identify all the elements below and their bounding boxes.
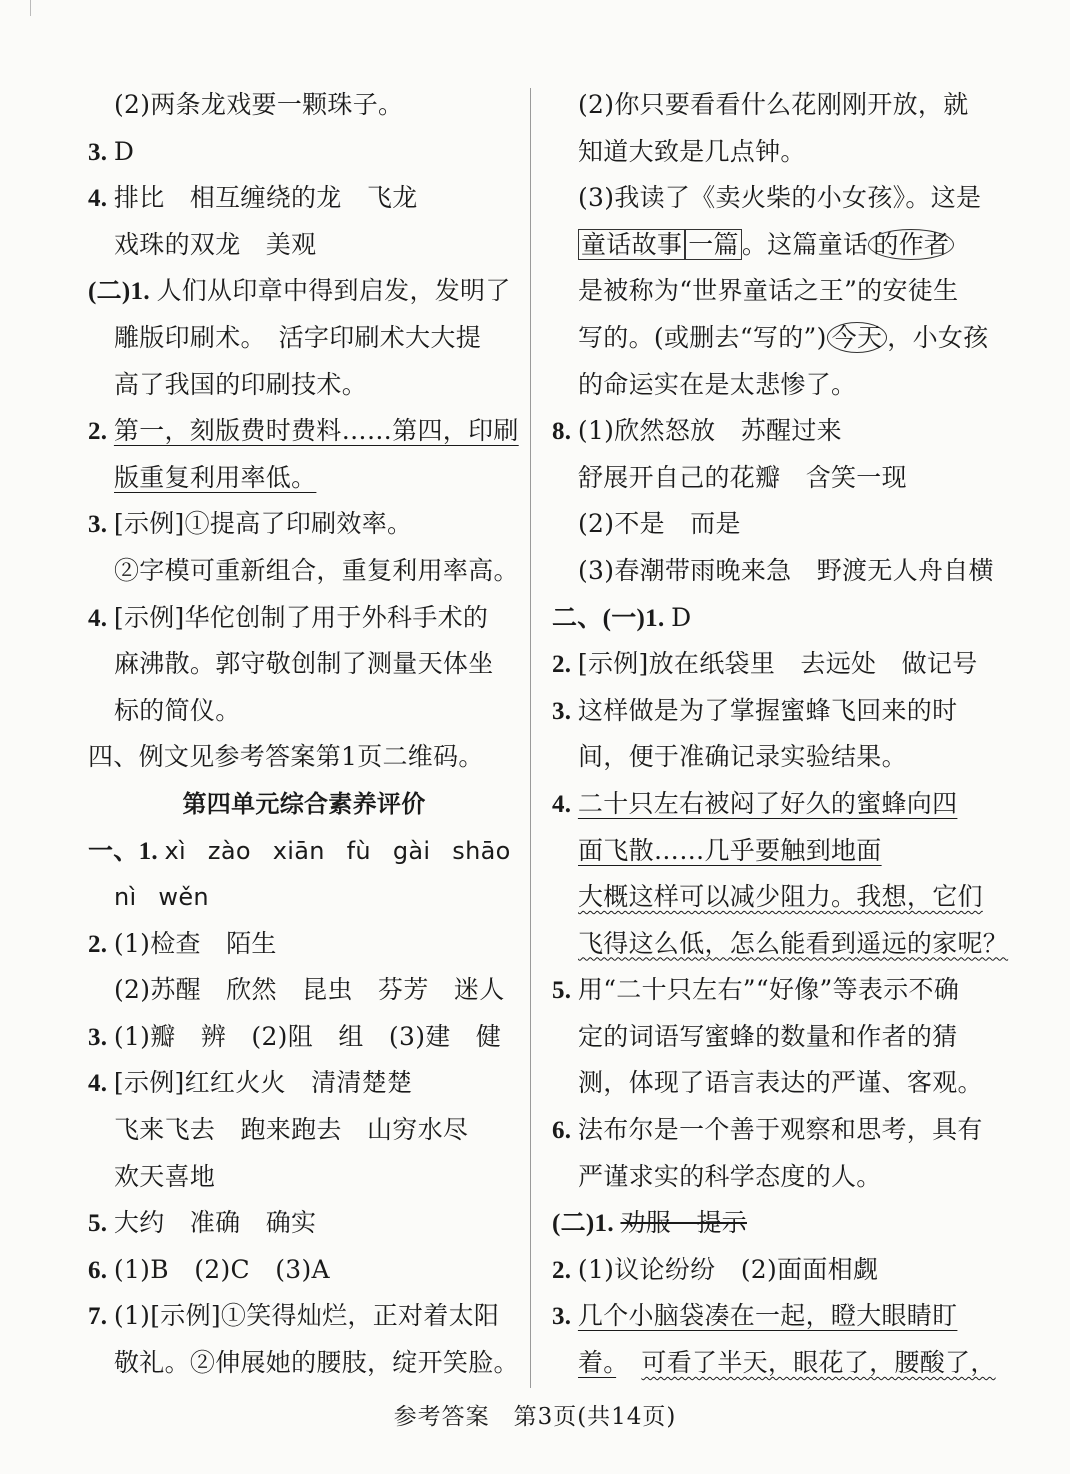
item-number: 2. — [88, 418, 114, 446]
answer-text: (1)B (2)C (3)A — [113, 1254, 330, 1284]
answer-line — [88, 1060, 520, 1107]
item-number: 4. — [552, 790, 578, 818]
section-heading — [88, 781, 520, 828]
answer-text: 写的。(或删去“写的”) — [578, 322, 827, 352]
answer-text: 麻沸散。郭守敬创制了测量天体坐 — [114, 649, 494, 679]
answer-line — [88, 1200, 520, 1247]
answer-line — [552, 362, 982, 409]
page-footer: 参考答案 第3页(共14页) — [393, 1404, 677, 1430]
answer-line — [88, 967, 520, 1014]
corner-mark — [30, 0, 31, 16]
answer-line — [88, 641, 520, 688]
answer-line — [552, 129, 982, 176]
answer-line — [552, 1340, 996, 1387]
marked-text: 飞得这么低，怎么能看到遥远的家呢？ — [578, 928, 1009, 958]
answer-line — [552, 82, 982, 129]
marked-text: 几个小脑袋凑在一起，瞪大眼睛盯 — [577, 1301, 958, 1331]
answer-text: 敬礼。②伸展她的腰肢，绽开笑脸。 — [114, 1348, 519, 1378]
answer-line — [88, 921, 520, 968]
left-column — [88, 82, 520, 1387]
item-number: 3. — [552, 697, 578, 725]
answer-line — [552, 967, 982, 1014]
answer-line — [552, 175, 982, 222]
answer-text: [示例]华佗创制了用于外科手术的 — [113, 602, 489, 632]
answer-text: 法布尔是一个善于观察和思考，具有 — [577, 1115, 983, 1145]
marked-text: 着。 — [578, 1348, 617, 1378]
answer-line — [552, 734, 982, 781]
item-number: 5. — [552, 977, 578, 1005]
answer-text: 严谨求实的科学态度的人。 — [578, 1161, 882, 1191]
answer-line — [88, 1014, 520, 1061]
answer-line — [88, 595, 520, 642]
item-number: 3. — [88, 138, 114, 166]
answer-text: 戏珠的双龙 美观 — [114, 229, 317, 259]
answer-line — [552, 548, 994, 595]
answer-text: D — [113, 136, 135, 166]
answer-text: (2)不是 而是 — [578, 509, 741, 539]
item-number: 4. — [88, 604, 114, 632]
answer-line — [552, 781, 982, 828]
answer-text: (1)瓣 辨 (2)阻 组 (3)建 健 — [113, 1021, 502, 1051]
answer-text: [示例]①提高了印刷效率。 — [113, 509, 413, 539]
answer-line — [552, 455, 982, 502]
marked-text: 今天 — [827, 322, 888, 353]
item-number: 2. — [552, 1256, 578, 1284]
answer-line — [88, 455, 520, 502]
item-number: 7. — [88, 1303, 114, 1331]
answer-text: 舒展开自己的花瓣 含笑一现 — [578, 462, 907, 492]
answer-text: (2)两条龙戏要一颗珠子。 — [114, 90, 404, 119]
answer-text: (1)检查 陌生 — [113, 928, 277, 958]
answer-line — [88, 828, 520, 875]
answer-line — [552, 641, 982, 688]
marked-text: nì wěn — [114, 883, 209, 912]
answer-line — [552, 315, 989, 362]
answer-text: ，小女孩 — [887, 322, 989, 352]
answer-line — [88, 501, 520, 548]
answer-text: 间，便于准确记录实验结果。 — [578, 742, 907, 772]
answer-line — [88, 129, 520, 176]
answer-line — [88, 548, 520, 595]
answer-line — [552, 1154, 982, 1201]
answer-text: 欢天喜地 — [114, 1161, 216, 1191]
answer-line — [552, 1107, 982, 1154]
right-column — [552, 82, 1009, 1387]
answer-text: ②字模可重新组合，重复利用率高。 — [114, 555, 519, 585]
answer-text: 人们从印章中得到启发，发明了 — [156, 276, 511, 306]
item-number: 一、1. — [88, 837, 165, 865]
item-number: (二)1. — [88, 278, 157, 306]
answer-line — [552, 1060, 982, 1107]
answer-line — [88, 82, 520, 129]
answer-text: 。这篇童话 — [741, 229, 869, 259]
marked-text: 面飞散……几乎要触到地面 — [578, 835, 882, 865]
answer-text: 四、例文见参考答案第1页二维码。 — [88, 742, 484, 772]
answer-text: (3)春潮带雨晚来急 野渡无人舟自横 — [578, 555, 994, 585]
item-number: 3. — [552, 1303, 578, 1331]
answer-line — [552, 828, 982, 875]
item-number: 2. — [88, 930, 114, 958]
item-number: 3. — [88, 1023, 114, 1051]
marked-text: xì zào xiān fù gài shāo — [164, 836, 511, 865]
answer-text: (3)我读了《卖火柴的小女孩》。这是 — [578, 183, 982, 213]
answer-line — [552, 595, 982, 642]
answer-text: [示例]红红火火 清清楚楚 — [113, 1068, 413, 1098]
marked-text: 二十只左右被闷了好久的蜜蜂向四 — [577, 788, 958, 818]
marked-text: 大概这样可以减少阻力。我想，它们 — [578, 882, 983, 912]
answer-line — [88, 1340, 520, 1387]
item-number: 2. — [552, 651, 578, 679]
answer-text: 是被称为“世界童话之王”的安徒生 — [578, 276, 959, 306]
marked-text: 版重复利用率低。 — [114, 462, 317, 492]
answer-text: 雕版印刷术。 活字印刷术大大提 — [114, 322, 482, 352]
answer-line — [88, 688, 520, 735]
answer-line — [88, 874, 520, 921]
answer-line — [552, 921, 1009, 968]
item-number: (二)1. — [552, 1210, 621, 1238]
marked-text: 可看了半天，眼花了，腰酸了， — [641, 1348, 996, 1378]
answer-line — [88, 1247, 520, 1294]
answer-text: 定的词语写蜜蜂的数量和作者的猜 — [578, 1021, 958, 1051]
answer-text: 测，体现了语言表达的严谨、客观。 — [578, 1068, 983, 1098]
item-number: 4. — [88, 185, 114, 213]
item-number: 二、(一)1. — [552, 604, 672, 632]
answer-line — [88, 408, 520, 455]
item-number: 3. — [88, 511, 114, 539]
answer-line — [88, 268, 520, 315]
answer-line — [552, 1200, 982, 1247]
answer-text: 标的简仪。 — [114, 695, 241, 725]
answer-line — [552, 222, 982, 269]
answer-text: 的命运实在是太悲惨了。 — [578, 369, 857, 399]
answer-text: 大约 准确 确实 — [113, 1208, 317, 1238]
answer-line — [552, 1014, 982, 1061]
marked-text: 的作者 — [868, 229, 954, 260]
answer-line — [88, 175, 520, 222]
answer-line — [552, 501, 982, 548]
answer-text: (1)议论纷纷 (2)面面相觑 — [577, 1254, 879, 1284]
answer-line — [88, 315, 520, 362]
answer-line — [88, 734, 520, 781]
answer-text: (2)你只要看看什么花刚刚开放，就 — [578, 90, 969, 119]
answer-text — [616, 1348, 641, 1377]
answer-text: 飞来飞去 跑来跑去 山穷水尽 — [114, 1115, 469, 1145]
answer-text: 第四单元综合素养评价 — [182, 789, 426, 818]
answer-text: (1)[示例]①笑得灿烂，正对着太阳 — [113, 1301, 500, 1331]
answer-line — [88, 1293, 520, 1340]
answer-line — [88, 1154, 520, 1201]
answer-line — [552, 874, 982, 921]
answer-text: 排比 相互缠绕的龙 飞龙 — [113, 183, 418, 213]
answer-line — [88, 1107, 520, 1154]
item-number: 8. — [552, 418, 578, 446]
column-divider — [530, 88, 531, 1388]
answer-text: [示例]放在纸袋里 去远处 做记号 — [577, 649, 978, 679]
answer-line — [552, 408, 982, 455]
answer-line — [88, 222, 520, 269]
marked-text: 童话故事 — [578, 229, 685, 260]
marked-text: 劝服 提示 — [620, 1208, 747, 1238]
answer-text: 用“二十只左右”“好像”等表示不确 — [577, 975, 960, 1005]
answer-line — [88, 362, 520, 409]
answer-text: (1)欣然怒放 苏醒过来 — [577, 416, 842, 446]
item-number: 6. — [88, 1256, 114, 1284]
answer-text: D — [671, 602, 692, 632]
answer-text: (2)苏醒 欣然 昆虫 芬芳 迷人 — [114, 975, 505, 1005]
answer-line — [552, 1293, 982, 1340]
item-number: 4. — [88, 1070, 114, 1098]
answer-line — [552, 1247, 982, 1294]
answer-line — [552, 688, 982, 735]
marked-text: 第一，刻版费时费料……第四，印刷 — [113, 416, 519, 446]
item-number: 6. — [552, 1117, 578, 1145]
answer-line — [552, 268, 982, 315]
item-number: 5. — [88, 1210, 114, 1238]
answer-text: 知道大致是几点钟。 — [578, 136, 806, 166]
answer-text: 高了我国的印刷技术。 — [114, 369, 368, 399]
answer-text: 这样做是为了掌握蜜蜂飞回来的时 — [577, 695, 958, 725]
marked-text: 一篇 — [685, 229, 742, 260]
